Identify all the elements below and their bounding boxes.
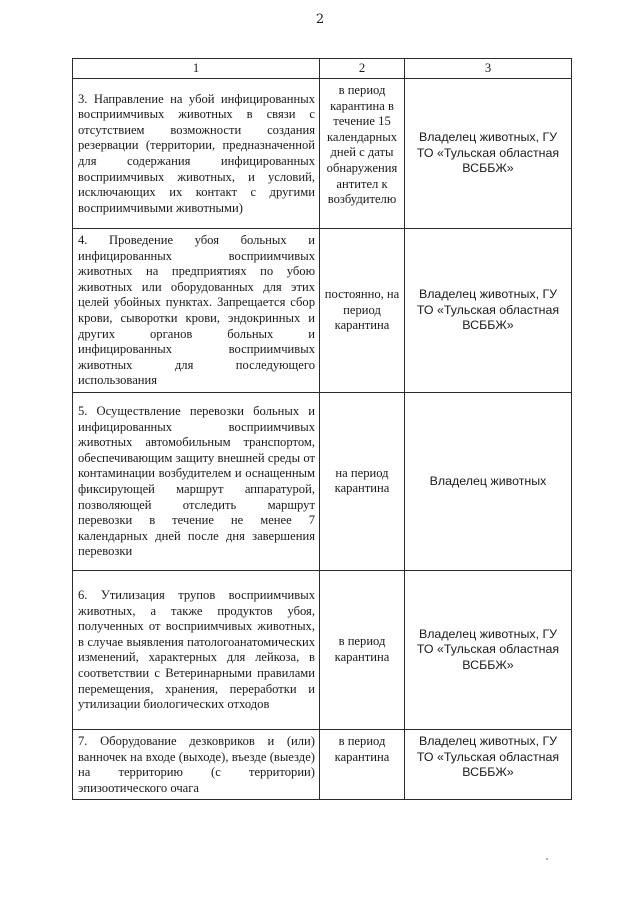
- executor-cell: Владелец животных: [405, 392, 572, 570]
- table-row: [73, 392, 572, 570]
- action-cell: 6. Утилизация трупов восприимчивых животных, а также продуктов убоя, полученных от восприимчивых животных, в случае выявления патологоанатомических изменений, характерных для лейкоза, в соответствии с Ветеринарными правилами перемещения, хранения, переработки и утилизации биологических отходов: [73, 570, 320, 729]
- column-header-2: 2: [320, 59, 405, 79]
- executor-cell: Владелец животных, ГУ ТО «Тульская областная ВСББЖ»: [405, 229, 572, 393]
- action-cell: 4. Проведение убоя больных и инфицированных восприимчивых животных на предприятиях по убою животных или оборудованных для этих целей убойных пунктах. Запрещается сбор крови, сыворотки крови, эндокринных и других органов больных и инфицированных восприимчивых животных для последующего использования: [73, 229, 320, 393]
- executor-cell: Владелец животных, ГУ ТО «Тульская областная ВСББЖ»: [405, 729, 572, 799]
- period-cell: в период карантина: [320, 729, 405, 799]
- table-row: [73, 229, 572, 393]
- period-cell: в период карантина: [320, 570, 405, 729]
- scan-speck: [546, 858, 548, 860]
- period-cell: в период карантина в течение 15 календарных дней с даты обнаружения антител к возбудителю: [320, 79, 405, 229]
- table-row: [73, 570, 572, 729]
- action-cell: 7. Оборудование дезковриков и (или) ванночек на входе (выходе), въезде (выезде) на территорию (с территории) эпизоотического очага: [73, 729, 320, 799]
- period-cell: постоянно, на период карантина: [320, 229, 405, 393]
- column-header-3: 3: [405, 59, 572, 79]
- page-number: 2: [315, 12, 325, 27]
- column-header-1: 1: [73, 59, 320, 79]
- action-cell: 5. Осуществление перевозки больных и инфицированных восприимчивых животных автомобильным транспортом, обеспечивающим защиту внешней среды от контаминации возбудителем и оснащенным фиксирующей маршрут аппаратурой, позволяющей отследить маршрут перевозки в течение не менее 7 календарных дней после дня завершения перевозки: [73, 392, 320, 570]
- table-row: [73, 729, 572, 799]
- measures-table: [72, 58, 572, 800]
- table-header-row: [73, 59, 572, 79]
- executor-cell: Владелец животных, ГУ ТО «Тульская областная ВСББЖ»: [405, 570, 572, 729]
- executor-cell: Владелец животных, ГУ ТО «Тульская областная ВСББЖ»: [405, 79, 572, 229]
- action-cell: 3. Направление на убой инфицированных восприимчивых животных в связи с отсутствием возможности создания резервации (территории, предназначенной для содержания инфицированных восприимчивых животных, и условий, исключающих их контакт с другими восприимчивыми животными): [73, 79, 320, 229]
- table-row: [73, 79, 572, 229]
- period-cell: на период карантина: [320, 392, 405, 570]
